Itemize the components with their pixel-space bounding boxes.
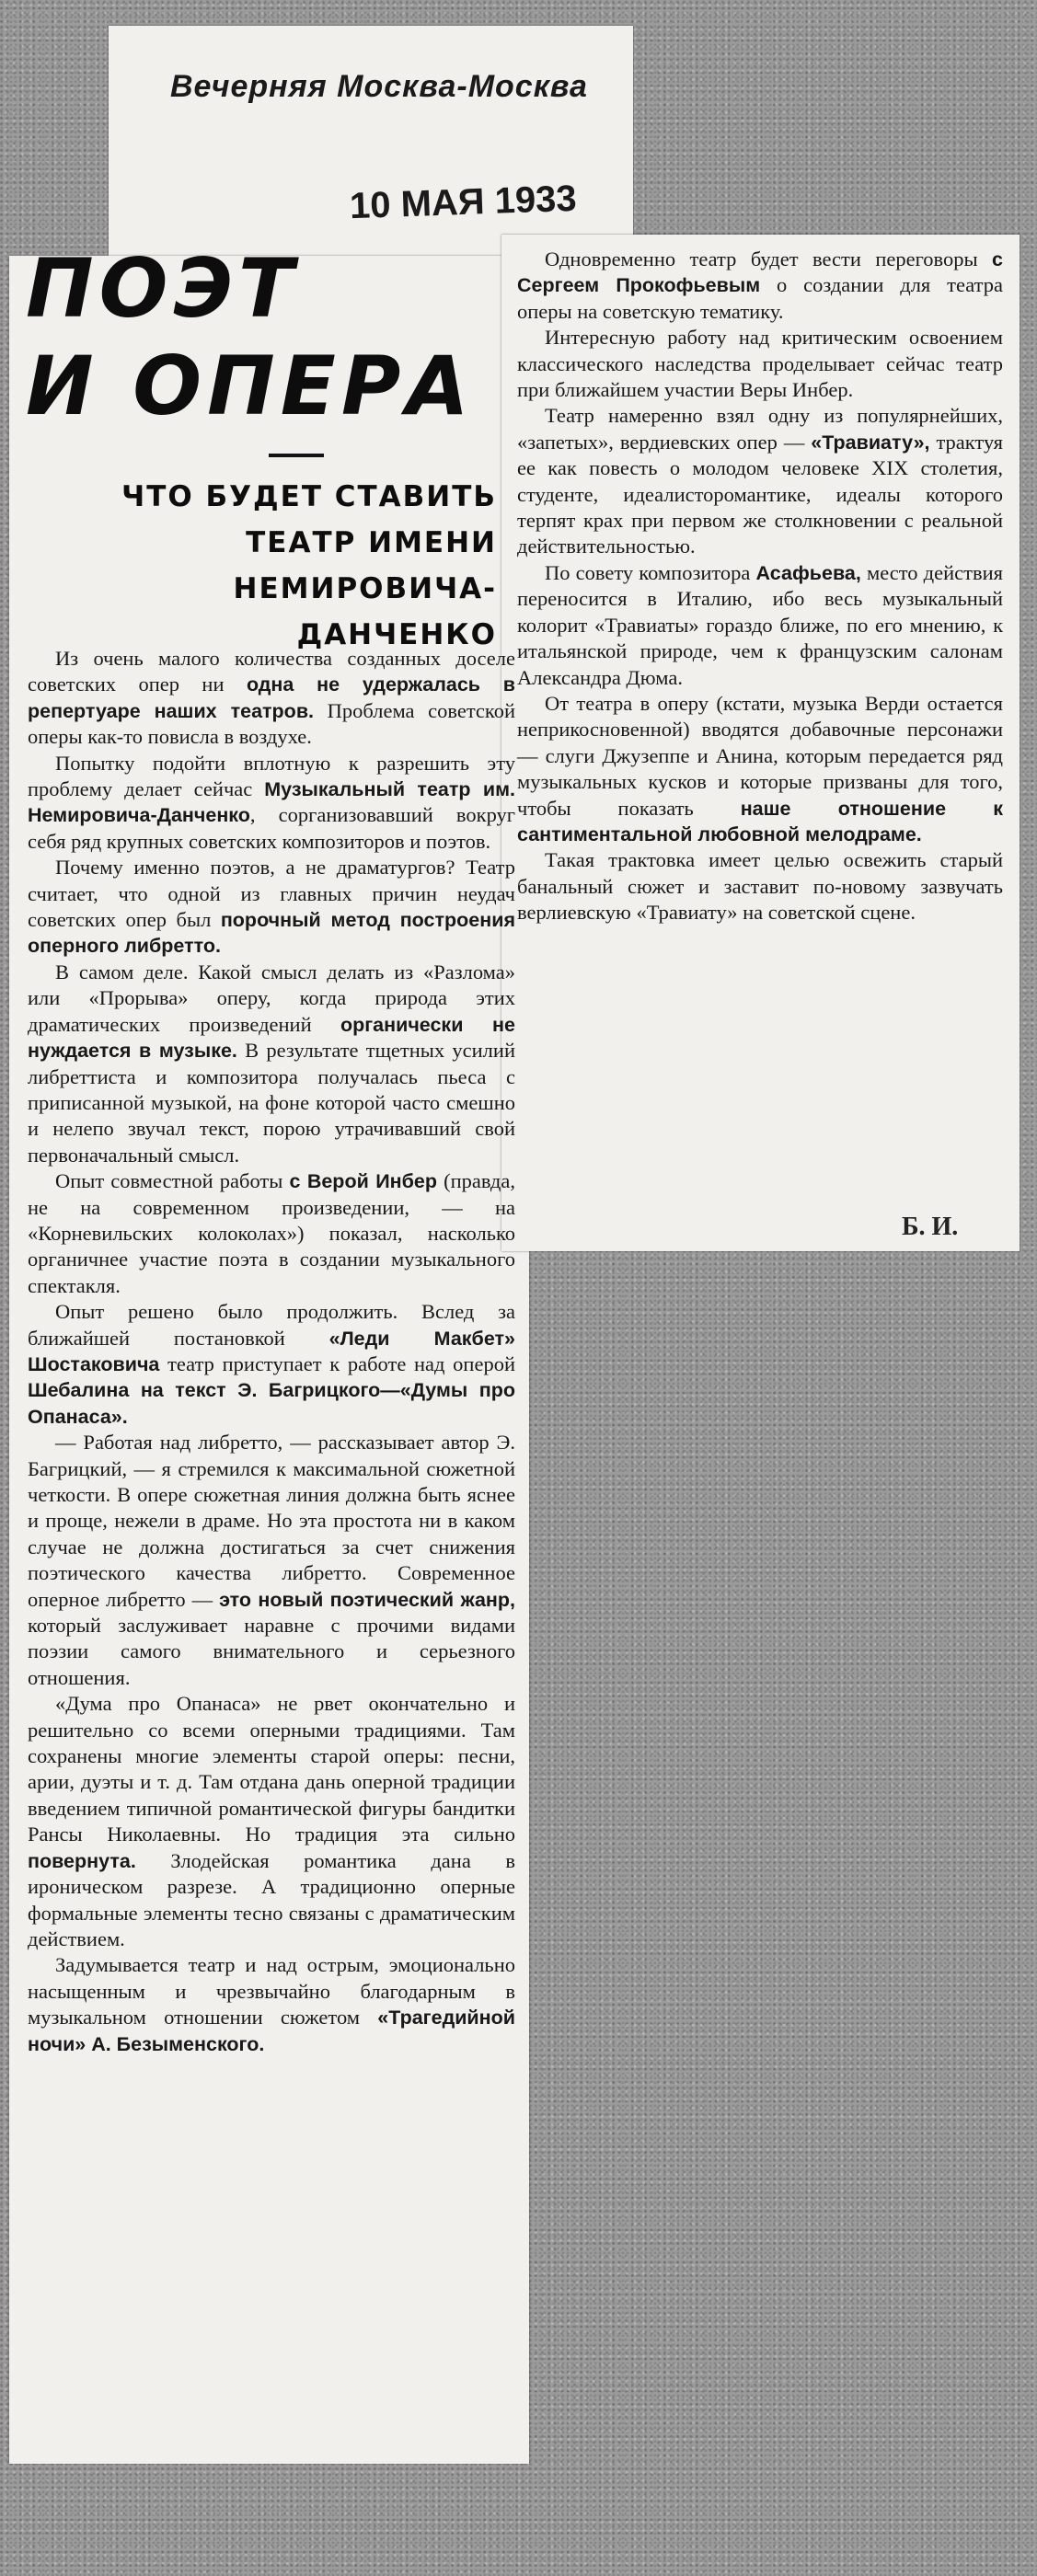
article-paragraph: [517, 325, 1003, 403]
body-text: По совету композитора: [545, 560, 756, 584]
body-text: Задумывается театр и над острым, эмоционально насыщенным и чрезвычайно благодарным в музыкальном отношении сюжетом: [28, 1953, 515, 2030]
article-paragraph: [517, 691, 1003, 847]
body-text: который заслуживает наравне с прочими видами поэзии самого внимательного и серьезного отношения.: [28, 1614, 515, 1689]
body-text: Театр намеренно взял одну из популярнейших, «запетых», вердиевских опер —: [517, 404, 1003, 454]
article-paragraph: [28, 1168, 515, 1299]
body-text: Почему именно поэтов, а не драматургов? Театр считает, что одной из главных причин неудач советских опер был: [28, 856, 515, 932]
article-body-right: [517, 247, 1003, 926]
body-text: о создании для театра оперы на советскую тематику.: [517, 273, 1003, 323]
body-text: (правда, не на современном произведении, — на «Корневильских колоколах») показал, насколько органичнее участие поэта в создании музыкального спектакля.: [28, 1169, 515, 1297]
body-text: трактуя ее как повесть о молодом человеке XIX столетия, студенте, идеалисторомантике, идеалы которого терпят крах при первом же столкновении с реальной действительностью.: [517, 430, 1003, 558]
body-text: От театра в оперу (кстати, музыка Верди остается неприкосновенной) вводятся добавочные персонажи — слуги Джузеппе и Анина, которым передается ряд музыкальных кусков и которые призваны для того, чтобы показать: [517, 691, 1003, 820]
article-paragraph: [28, 855, 515, 960]
headline-line1: ПОЭТ: [26, 241, 300, 336]
body-text: Опыт решено было продолжить. Вслед за ближайшей постановкой: [28, 1300, 515, 1350]
subhead-line3: НЕМИРОВИЧА-ДАНЧЕНКО: [233, 572, 497, 651]
emphasis-text: с Верой Инбер: [289, 1170, 438, 1193]
emphasis-text: с Сергеем Прокофьевым: [517, 248, 1003, 297]
date-stamp: 10 МАЯ 1933: [349, 178, 578, 227]
emphasis-text: «Травиату»,: [811, 431, 930, 454]
newspaper-stamp: Вечерняя Москва-Москва: [170, 69, 588, 104]
body-text: «Дума про Опанаса» не рвет окончательно и решительно со всеми оперными традициями. Там сохранены многие элементы старой оперы: песни, арии, дуэты и т. д. Там отдана дань оперной традиции введением типичной романтической фигуры бандитки Рансы Николаевны. Но традиция эта сильно: [28, 1692, 515, 1846]
article-paragraph: [28, 1952, 515, 2057]
article-paragraph: [517, 403, 1003, 559]
article-body-left: [28, 646, 515, 2057]
article-paragraph: [28, 960, 515, 1168]
body-text: Попытку подойти вплотную к разрешить эту проблему делает сейчас: [28, 751, 515, 801]
body-text: Одновременно театр будет вести переговоры: [545, 247, 993, 270]
author-signature: Б. И.: [902, 1213, 959, 1241]
body-text: В результате тщетных усилий либреттиста и композитора получалась пьеса с приписанной музыкой, на фоне которой часто смешно и нелепо звучал текст, порою утрачивавший свой первоначальный смысл.: [28, 1039, 515, 1167]
article-paragraph: [517, 560, 1003, 691]
article-paragraph: [28, 646, 515, 751]
emphasis-text: одна не удержалась в репертуаре наших театров.: [28, 673, 515, 722]
headline-dash: [269, 454, 324, 457]
emphasis-text: «Трагедийной ночи» А. Безыменского.: [28, 2007, 515, 2055]
article-paragraph: [28, 1430, 515, 1691]
emphasis-text: наше отношение к сантиментальной любовной мелодраме.: [517, 797, 1004, 845]
body-text: Проблема советской оперы как-то повисла в воздухе.: [28, 698, 515, 749]
article-paragraph: [517, 847, 1003, 926]
article-paragraph: [28, 1691, 515, 1952]
subhead-line2: ТЕАТР ИМЕНИ: [246, 526, 497, 559]
body-text: место действия переносится в Италию, ибо весь музыкальный колорит «Травиаты» гораздо ближе, по его мнению, к итальянской природе, чем к французским салонам Александра Дюма.: [517, 560, 1003, 689]
emphasis-text: это новый поэтический жанр,: [219, 1588, 515, 1611]
subhead-line1: ЧТО БУДЕТ СТАВИТЬ: [121, 480, 497, 513]
body-text: театр приступает к работе над оперой: [159, 1351, 515, 1375]
emphasis-text: «Леди Макбет» Шостаковича: [28, 1327, 515, 1375]
body-text: Интересную работу над критическим освоением классического наследства проделывает сейчас театр при ближайшем участии Веры Инбер.: [517, 326, 1003, 402]
article-paragraph: [28, 1299, 515, 1430]
emphasis-text: Асафьева,: [755, 561, 861, 584]
body-text: Опыт совместной работы: [55, 1169, 290, 1193]
emphasis-text: порочный метод построения оперного либретто.: [28, 909, 515, 958]
article-paragraph: [28, 751, 515, 856]
body-text: Такая трактовка имеет целью освежить старый банальный сюжет и заставит по-новому зазвучать верлиевскую «Травиату» на советской сцене.: [517, 848, 1003, 925]
body-text: Из очень малого количества созданных доселе советских опер ни: [28, 647, 515, 696]
emphasis-text: органически не нуждается в музыке.: [28, 1013, 516, 1063]
subheadline: [55, 474, 497, 658]
headline-line2: И ОПЕРА: [26, 339, 475, 433]
article-paragraph: [517, 247, 1003, 325]
emphasis-text: повернута.: [28, 1849, 136, 1872]
body-text: — Работая над либретто, — рассказывает автор Э. Багрицкий, — я стремился к максимальной сюжетной четкости. В опере сюжетная линия должна быть яснее и проще, нежели в драме. Но эта простота ни в каком случае не должна достигаться за счет снижения поэтического качества либретто. Современное оперное либретто —: [28, 1431, 515, 1611]
body-text: Злодейская романтика дана в ироническом разрезе. А традиционно оперные формальные элементы тесно связаны с драматическим действием.: [28, 1848, 515, 1950]
body-text: В самом деле. Какой смысл делать из «Разлома» или «Прорыва» оперу, когда природа этих драматических произведений: [28, 960, 515, 1036]
body-text: , сорганизовавший вокруг себя ряд крупных советских композиторов и поэтов.: [28, 803, 515, 853]
emphasis-text: Музыкальный театр им. Немировича-Данченко: [28, 778, 516, 827]
emphasis-text: Шебалина на текст Э. Багрицкого—«Думы про Опанаса».: [28, 1379, 515, 1428]
